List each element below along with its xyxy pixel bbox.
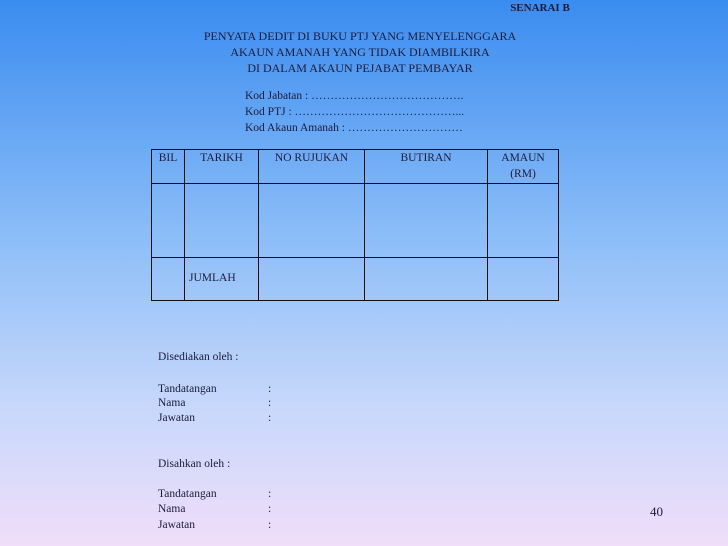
title-line-2: AKAUN AMANAH YANG TIDAK DIAMBILKIRA — [230, 45, 490, 59]
prepared-by-heading: Disediakan oleh : — [158, 351, 239, 363]
prepared-signature-label: Tandatangan — [158, 383, 217, 395]
total-label: JUMLAH — [185, 258, 259, 301]
approved-signature-row — [158, 487, 271, 501]
prepared-signature-row — [158, 382, 271, 396]
table-cell — [259, 184, 365, 258]
title-line-3: DI DALAM AKAUN PEJABAT PEMBAYAR — [247, 61, 473, 75]
colon: : — [268, 397, 272, 409]
col-header-butiran: BUTIRAN — [365, 150, 488, 184]
table-cell — [152, 258, 185, 301]
col-header-bil: BIL — [152, 150, 185, 184]
colon: : — [268, 383, 272, 395]
approved-position-label: Jawatan — [158, 519, 196, 531]
colon: : — [268, 503, 272, 515]
approved-by-heading: Disahkan oleh : — [158, 458, 231, 470]
table-cell — [185, 184, 259, 258]
table-row — [152, 184, 559, 258]
approved-signature-label: Tandatangan — [158, 488, 217, 500]
kod-jabatan-field: Kod Jabatan : …………………………………. — [245, 90, 464, 102]
col-header-tarikh: TARIKH — [185, 150, 259, 184]
approved-name-label: Nama — [158, 503, 186, 515]
table-header-row — [152, 150, 559, 184]
table-cell — [259, 258, 365, 301]
prepared-name-label: Nama — [158, 397, 186, 409]
total-row — [152, 258, 559, 301]
table-cell — [365, 258, 488, 301]
page-number: 40 — [650, 504, 663, 519]
col-header-no-rujukan: NO RUJUKAN — [259, 150, 365, 184]
statement-table — [151, 149, 559, 301]
prepared-position-label: Jawatan — [158, 412, 196, 424]
title-line-1: PENYATA DEDIT DI BUKU PTJ YANG MENYELENGGARA — [203, 29, 517, 43]
table-cell — [488, 184, 559, 258]
table-cell — [152, 184, 185, 258]
table-cell — [488, 258, 559, 301]
colon: : — [268, 488, 272, 500]
colon: : — [268, 412, 272, 424]
col-header-amaun: AMAUN (RM) — [488, 150, 559, 184]
senarai-label: SENARAI B — [510, 2, 570, 14]
kod-akaun-field: Kod Akaun Amanah : ………………………… — [245, 122, 463, 134]
approved-name-row — [158, 502, 271, 516]
kod-ptj-field: Kod PTJ : ……………………………………... — [245, 106, 465, 118]
table-cell — [365, 184, 488, 258]
colon: : — [268, 519, 272, 531]
approved-position-row — [158, 518, 271, 532]
prepared-name-row — [158, 396, 271, 410]
prepared-position-row — [158, 411, 271, 425]
